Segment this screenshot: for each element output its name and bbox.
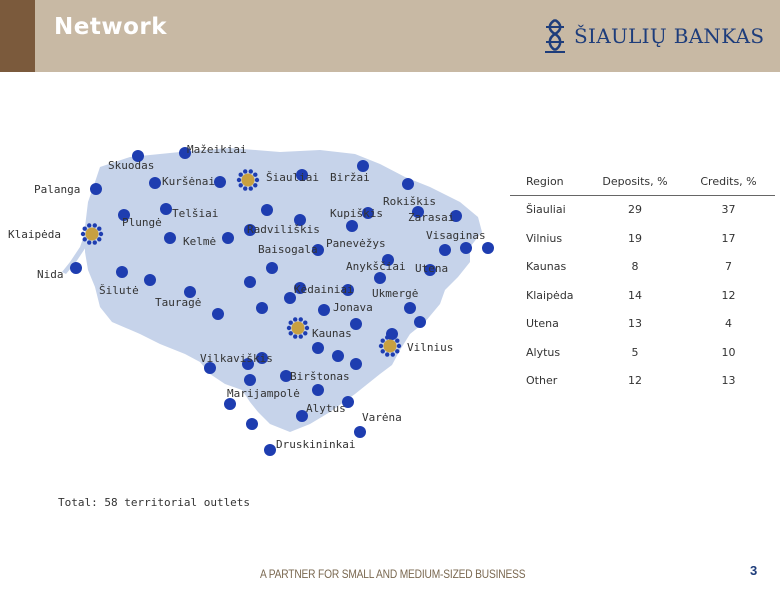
city-label-mazeikiai: Mažeikiai <box>187 143 247 156</box>
outlet-marker <box>312 342 324 354</box>
table-row <box>510 310 775 339</box>
table-cell-deposits: 29 <box>628 203 642 217</box>
table-header-deposits: Deposits, % <box>602 175 668 188</box>
total-outlets-note: Total: 58 territorial outlets <box>58 496 251 509</box>
lithuania-map <box>0 72 520 472</box>
table-header-row <box>510 168 775 196</box>
footer-tagline: A PARTNER FOR SMALL AND MEDIUM-SIZED BUSINESS <box>260 567 526 581</box>
city-label-utena: Utena <box>415 262 449 275</box>
city-label-nida: Nida <box>37 268 64 281</box>
city-label-birstonas: Birštonas <box>290 370 350 383</box>
bank-logo <box>542 18 764 54</box>
table-cell-deposits: 13 <box>628 317 642 331</box>
outlet-marker <box>402 178 414 190</box>
table-cell-deposits: 14 <box>628 288 642 302</box>
city-label-rokiskis: Rokiškis <box>383 195 436 208</box>
city-label-telsiai: Telšiai <box>172 207 219 220</box>
table-cell-credits: 13 <box>721 374 736 388</box>
table-cell-deposits: 12 <box>628 374 642 388</box>
table-row <box>510 196 775 225</box>
outlet-marker <box>460 242 472 254</box>
city-label-kupiskis: Kupiškis <box>330 207 383 220</box>
outlet-marker <box>264 444 276 456</box>
table-cell-region: Alytus <box>526 345 561 359</box>
table-cell-credits: 37 <box>721 203 736 217</box>
city-label-taurage: Tauragė <box>155 296 202 309</box>
outlet-marker <box>266 262 278 274</box>
outlet-marker <box>256 302 268 314</box>
table-cell-credits: 12 <box>721 288 736 302</box>
table-cell-deposits: 8 <box>631 260 639 274</box>
city-label-kaunas: Kaunas <box>312 327 352 340</box>
table-row <box>510 253 775 282</box>
city-label-kursenai: Kuršėnai <box>162 175 215 188</box>
city-label-kedainiai: Kėdainiai <box>294 283 354 296</box>
outlet-marker <box>222 232 234 244</box>
city-label-anyksciai: Anykščiai <box>346 260 406 273</box>
outlet-marker <box>214 176 226 188</box>
outlet-marker <box>354 426 366 438</box>
outlet-marker <box>312 384 324 396</box>
outlet-marker <box>160 203 172 215</box>
table-header-credits: Credits, % <box>700 175 757 188</box>
table-cell-region: Šiauliai <box>526 203 566 217</box>
city-label-visaginas: Visaginas <box>426 229 486 242</box>
city-label-plunge: Plungė <box>122 216 162 229</box>
logo-emblem-icon <box>542 18 568 54</box>
outlet-marker <box>244 374 256 386</box>
page-title: Network <box>54 14 168 40</box>
city-label-varena: Varėna <box>362 411 402 424</box>
city-label-druskininkai: Druskininkai <box>276 438 356 451</box>
outlet-marker <box>404 302 416 314</box>
table-cell-region: Utena <box>526 317 559 331</box>
city-label-baisogala: Baisogala <box>258 243 318 256</box>
city-label-zarasai: Zarasai <box>408 211 455 224</box>
table-cell-region: Other <box>526 374 558 388</box>
page-number: 3 <box>750 563 758 578</box>
city-label-ukmerge: Ukmergė <box>372 287 419 300</box>
header-accent <box>0 0 35 72</box>
city-label-skuodas: Skuodas <box>108 159 155 172</box>
table-cell-credits: 17 <box>721 231 736 245</box>
city-label-radviliskis: Radviliškis <box>247 223 320 236</box>
outlet-marker <box>149 177 161 189</box>
outlet-marker <box>261 204 273 216</box>
city-label-vilkaviskis: Vilkaviškis <box>200 352 273 365</box>
table-cell-credits: 10 <box>721 345 736 359</box>
outlet-marker <box>346 220 358 232</box>
table-row <box>510 339 775 368</box>
city-label-palanga: Palanga <box>34 183 81 196</box>
city-label-vilnius: Vilnius <box>407 341 454 354</box>
outlet-marker <box>70 262 82 274</box>
outlet-marker <box>212 308 224 320</box>
table-header-region: Region <box>526 175 564 188</box>
outlet-marker <box>90 183 102 195</box>
table-row <box>510 282 775 311</box>
header <box>0 0 780 72</box>
outlet-marker <box>164 232 176 244</box>
city-label-klaipeda: Klaipėda <box>8 228 61 241</box>
outlet-marker <box>414 316 426 328</box>
city-label-marijampole: Marijampolė <box>227 387 300 400</box>
logo-text: ŠIAULIŲ BANKAS <box>574 24 765 48</box>
table-cell-credits: 7 <box>725 260 732 274</box>
city-label-birzai: Biržai <box>330 171 370 184</box>
city-label-kelme: Kelmė <box>183 235 217 248</box>
city-label-silute: Šilutė <box>99 284 139 297</box>
table-cell-region: Klaipėda <box>526 288 574 302</box>
outlet-marker <box>244 276 256 288</box>
outlet-marker <box>116 266 128 278</box>
table-cell-deposits: 19 <box>628 231 642 245</box>
table-row <box>510 225 775 254</box>
outlet-marker <box>332 350 344 362</box>
table-cell-region: Kaunas <box>526 260 567 274</box>
outlet-marker <box>318 304 330 316</box>
outlet-marker <box>374 272 386 284</box>
outlet-marker <box>482 242 494 254</box>
outlet-marker <box>350 358 362 370</box>
table-cell-deposits: 5 <box>631 345 639 359</box>
city-label-siauliai: Šiauliai <box>266 171 319 184</box>
table-cell-region: Vilnius <box>526 231 563 245</box>
regional-share-table <box>510 168 775 396</box>
city-label-alytus: Alytus <box>306 402 346 415</box>
table-cell-credits: 4 <box>725 317 732 331</box>
outlet-marker <box>439 244 451 256</box>
city-label-jonava: Jonava <box>333 301 373 314</box>
outlet-marker <box>350 318 362 330</box>
outlet-marker <box>144 274 156 286</box>
table-row <box>510 367 775 396</box>
city-label-panevezys: Panevėžys <box>326 237 386 250</box>
outlet-marker <box>246 418 258 430</box>
